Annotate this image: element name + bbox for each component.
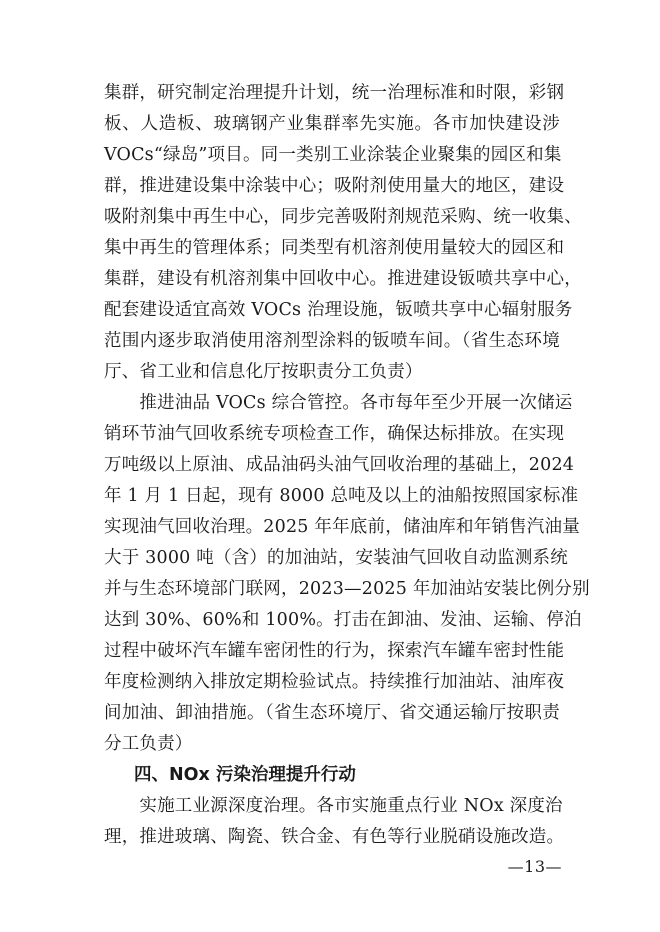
text-line: 并与生态环境部门联网，2023—2025 年加油站安装比例分别 (104, 579, 590, 599)
section-heading: 四、NOx 污染治理提升行动 (134, 765, 356, 785)
paragraph-2 (104, 388, 590, 760)
text-line: 吸附剂集中再生中心，同步完善吸附剂规范采购、统一收集、 (104, 207, 582, 227)
text-line: 集群，建设有机溶剂集中回收中心。推进建设钣喷共享中心， (104, 269, 582, 289)
text-line: 厅、省工业和信息化厅按职责分工负责） (104, 362, 423, 382)
text-line: 配套建设适宜高效 VOCs 治理设施，钣喷共享中心辐射服务 (104, 300, 573, 320)
text-line: 理，推进玻璃、陶瓷、铁合金、有色等行业脱硝设施改造。 (104, 827, 565, 847)
text-line: 达到 30%、60%和 100%。打击在卸油、发油、运输、停泊 (104, 610, 582, 630)
paragraph-1 (104, 78, 582, 388)
text-line: 群，推进建设集中涂装中心；吸附剂使用量大的地区，建设 (104, 176, 565, 196)
text-line: 推进油品 VOCs 综合管控。各市每年至少开展一次储运 (104, 393, 573, 413)
document-body (104, 78, 590, 853)
page-number: —13— (507, 857, 562, 876)
text-line: 年 1 月 1 日起，现有 8000 总吨及以上的油船按照国家标准 (104, 486, 579, 506)
text-line: 板、人造板、玻璃钢产业集群率先实施。各市加快建设涉 (104, 114, 560, 134)
text-line: 大于 3000 吨（含）的加油站，安装油气回收自动监测系统 (104, 548, 568, 568)
text-line: 分工负责） (104, 734, 193, 754)
text-line: 集中再生的管理体系；同类型有机溶剂使用量较大的园区和 (104, 238, 565, 258)
text-line: 销环节油气回收系统专项检查工作，确保达标排放。在实现 (104, 424, 565, 444)
text-line: 集群，研究制定治理提升计划，统一治理标准和时限，彩钢 (104, 83, 565, 103)
paragraph-3 (104, 791, 565, 853)
text-line: 实现油气回收治理。2025 年年底前，储油库和年销售汽油量 (104, 517, 580, 537)
text-line: VOCs“绿岛”项目。同一类别工业涂装企业聚集的园区和集 (104, 145, 562, 165)
text-line: 年度检测纳入排放定期检验试点。持续推行加油站、油库夜 (104, 672, 565, 692)
text-line: 万吨级以上原油、成品油码头油气回收治理的基础上，2024 (104, 455, 575, 475)
text-line: 过程中破坏汽车罐车密闭性的行为，探索汽车罐车密封性能 (104, 641, 565, 661)
text-line: 范围内逐步取消使用溶剂型涂料的钣喷车间。（省生态环境 (104, 331, 560, 351)
text-line: 间加油、卸油措施。（省生态环境厅、省交通运输厅按职责 (104, 703, 560, 723)
text-line: 实施工业源深度治理。各市实施重点行业 NOx 深度治 (104, 796, 563, 816)
